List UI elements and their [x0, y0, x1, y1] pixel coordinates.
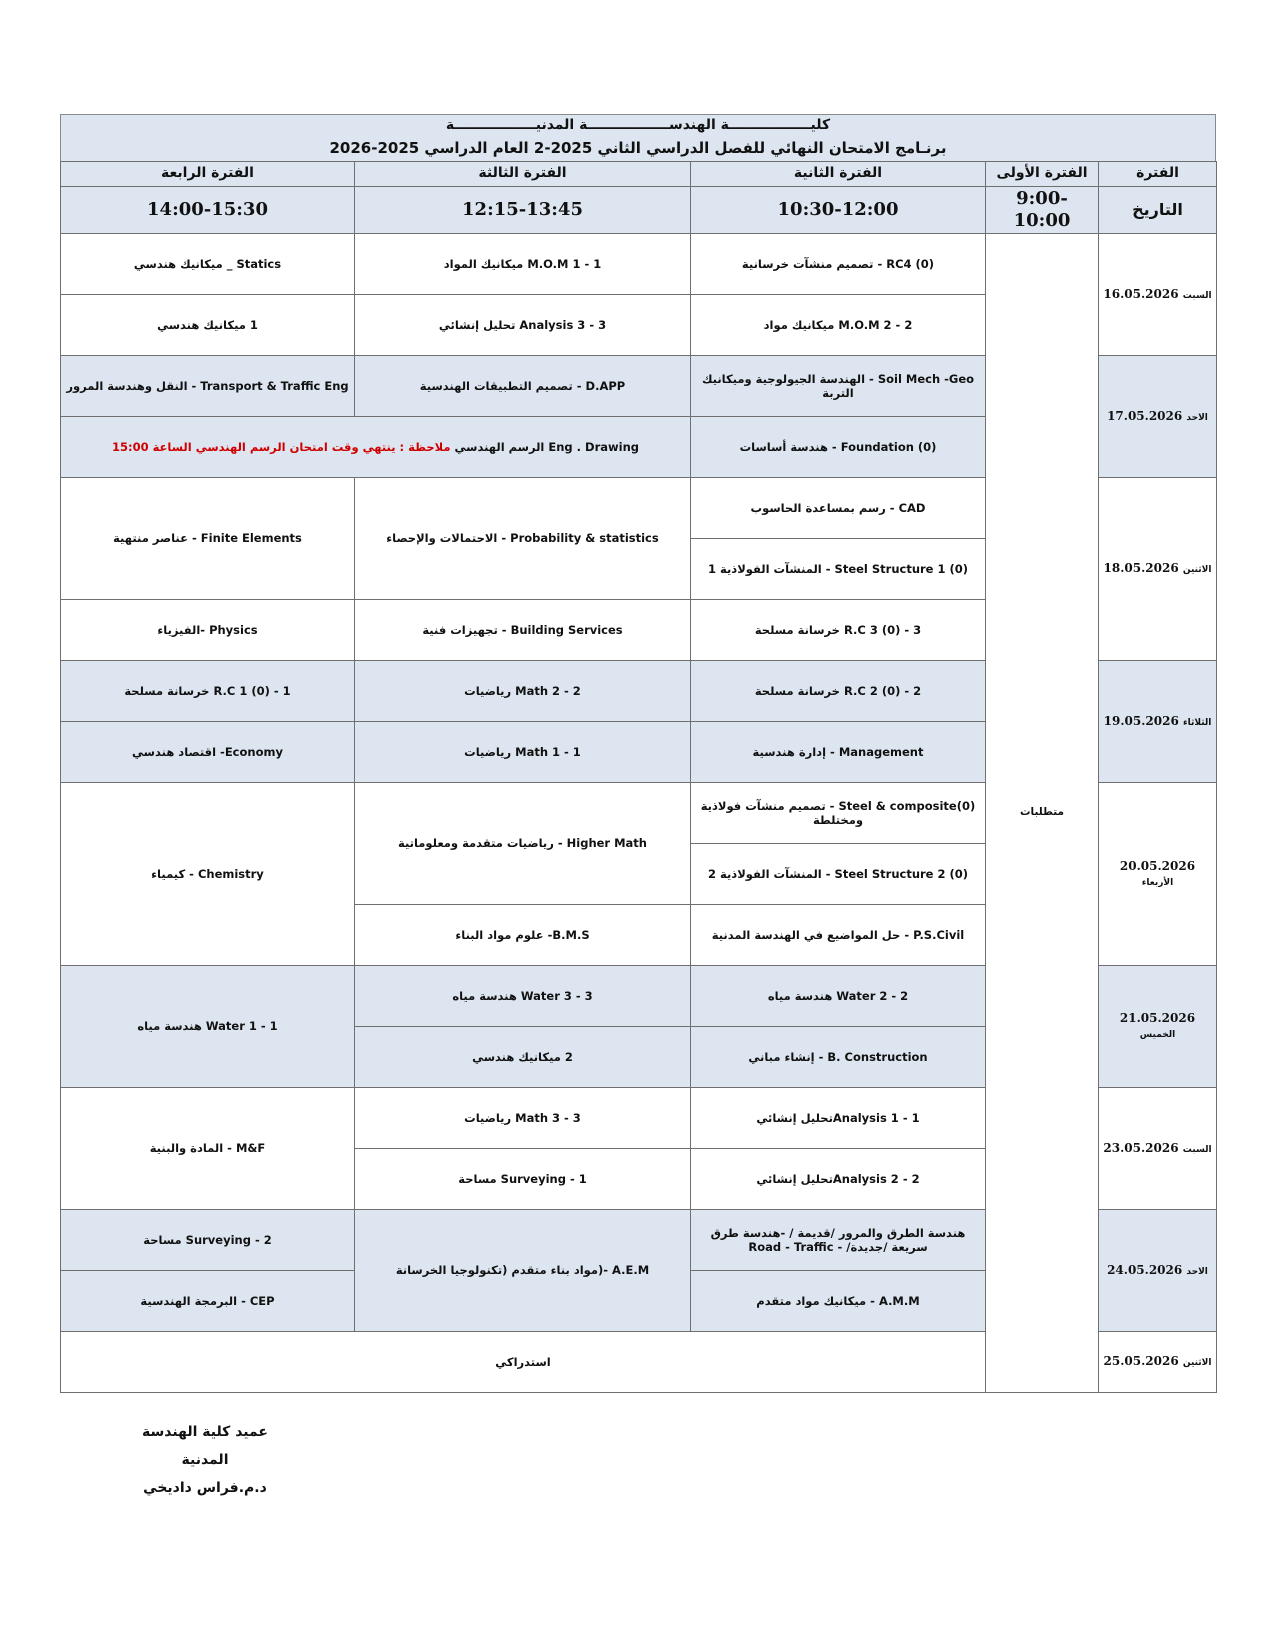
exam-cell: A.M.M - ميكانيك مواد متقدم	[691, 1271, 986, 1332]
date-cell	[1099, 661, 1217, 783]
exam-cell: Math 3 - 3 رياضيات	[355, 1088, 691, 1149]
time-header-row	[61, 187, 1217, 234]
dean-signature	[120, 1418, 290, 1502]
weekday: السبت	[1182, 1144, 1212, 1155]
period-3-header: الفترة الثالثة	[355, 162, 691, 187]
table-row	[61, 234, 1217, 295]
exam-cell: Building Services - تجهيزات فنية	[355, 600, 691, 661]
weekday: الأربعاء	[1141, 877, 1174, 888]
date-cell	[1099, 966, 1217, 1088]
exam-cell: CAD - رسم بمساعدة الحاسوب	[691, 478, 986, 539]
exam-cell: Transport & Traffic Eng - النقل وهندسة المرور	[61, 356, 355, 417]
exam-cell: 1 ميكانيك هندسي	[61, 295, 355, 356]
period-4-header: الفترة الرابعة	[61, 162, 355, 187]
exam-cell: P.S.Civil - حل المواضيع في الهندسة المدنية	[691, 905, 986, 966]
exam-cell: Analysis 3 - 3 تحليل إنشائي	[355, 295, 691, 356]
exam-cell: M&F - المادة والبنية	[61, 1088, 355, 1210]
exam-cell: Water 3 - 3 هندسة مياه	[355, 966, 691, 1027]
date-value: 17.05.2026	[1107, 408, 1183, 423]
exam-cell: R.C 2 (0) - 2 خرسانة مسلحة	[691, 661, 986, 722]
exam-cell: Higher Math - رياضيات متقدمة ومعلوماتية	[355, 783, 691, 905]
exam-cell: Math 2 - 2 رياضيات	[355, 661, 691, 722]
exam-cell: Probability & statistics - الاحتمالات والإحصاء	[355, 478, 691, 600]
date-value: 18.05.2026	[1103, 561, 1179, 576]
date-cell	[1099, 1088, 1217, 1210]
exam-cell: A.E.M -(مواد بناء متقدم (تكنولوجيا الخرسانة	[355, 1210, 691, 1332]
period-1-header: الفترة الأولى	[986, 162, 1099, 187]
program-title: برنـامج الامتحان النهائي للفصل الدراسي الثاني 2025-2 العام الدراسي 2025-2026	[329, 139, 947, 157]
dean-name: د.م.فراس داديخي	[143, 1480, 267, 1496]
exam-cell: Surveying - 1 مساحة	[355, 1149, 691, 1210]
exam-cell: Steel Structure 1 (0) - المنشآت الفولاذية 1	[691, 539, 986, 600]
exam-cell: Foundation (0) - هندسة أساسات	[691, 417, 986, 478]
exam-cell: M.O.M 2 - 2 ميكانيك مواد	[691, 295, 986, 356]
schedule-header	[60, 114, 1216, 161]
period-label-header: الفترة	[1099, 162, 1217, 187]
exam-note: ملاحظة : ينتهي وقت امتحان الرسم الهندسي الساعة 15:00	[111, 439, 451, 454]
period-2-header: الفترة الثانية	[691, 162, 986, 187]
requirements-cell: متطلبات	[986, 234, 1099, 1393]
exam-cell: D.APP - تصميم التطبيقات الهندسية	[355, 356, 691, 417]
weekday: الاحد	[1186, 412, 1208, 423]
exam-cell-drawing	[61, 417, 691, 478]
college-title: كليـــــــــــــــــة الهندســـــــــــــــــة المدنيـــــــــــــــــة	[445, 117, 831, 133]
exam-cell: Steel Structure 2 (0) - المنشآت الفولاذية 2	[691, 844, 986, 905]
date-cell	[1099, 234, 1217, 356]
period-header-row	[61, 162, 1217, 187]
exam-cell: M.O.M 1 - 1 ميكانيك المواد	[355, 234, 691, 295]
exam-cell: B.M.S- علوم مواد البناء	[355, 905, 691, 966]
exam-cell: (0)Steel & composite - تصميم منشآت فولاذية ومختلطة	[691, 783, 986, 844]
date-value: 25.05.2026	[1103, 1354, 1179, 1369]
exam-cell: Water 1 - 1 هندسة مياه	[61, 966, 355, 1088]
exam-cell: Surveying - 2 مساحة	[61, 1210, 355, 1271]
time-period-4: 14:00-15:30	[61, 187, 355, 234]
date-value: 21.05.2026	[1119, 1011, 1196, 1026]
exam-cell: R.C 3 (0) - 3 خرسانة مسلحة	[691, 600, 986, 661]
date-value: 24.05.2026	[1107, 1262, 1183, 1277]
exam-cell: B. Construction - إنشاء مباني	[691, 1027, 986, 1088]
exam-text: Eng . Drawing الرسم الهندسي	[454, 439, 640, 454]
date-value: 23.05.2026	[1103, 1140, 1179, 1155]
date-cell	[1099, 783, 1217, 966]
exam-cell: Analysis 1 - 1تحليل إنشائي	[691, 1088, 986, 1149]
exam-cell: Water 2 - 2 هندسة مياه	[691, 966, 986, 1027]
exam-cell: Statics _ ميكانيك هندسي	[61, 234, 355, 295]
weekday: الثلاثاء	[1183, 717, 1212, 728]
date-label-header: التاريخ	[1099, 187, 1217, 234]
dean-title: عميد كلية الهندسة المدنية	[142, 1424, 268, 1468]
exam-cell: Analysis 2 - 2تحليل إنشائي	[691, 1149, 986, 1210]
exam-cell: Finite Elements - عناصر منتهية	[61, 478, 355, 600]
exam-cell: CEP - البرمجة الهندسية	[61, 1271, 355, 1332]
exam-cell: RC4 (0) - تصميم منشآت خرسانية	[691, 234, 986, 295]
date-value: 20.05.2026	[1119, 858, 1196, 873]
exam-cell: هندسة الطرق والمرور /قديمة / -هندسة طرق سريعة /جديدة/ - Road - Traffic	[691, 1210, 986, 1271]
exam-cell: Economy- اقتصاد هندسي	[61, 722, 355, 783]
exam-cell: Math 1 - 1 رياضيات	[355, 722, 691, 783]
exam-cell: Physics -الفيزياء	[61, 600, 355, 661]
exam-cell: Management - إدارة هندسية	[691, 722, 986, 783]
time-period-1: 9:00-10:00	[986, 187, 1099, 234]
weekday: الاثنين	[1182, 565, 1212, 576]
exam-cell: Soil Mech -Geo - الهندسة الجيولوجية وميكانيك التربة	[691, 356, 986, 417]
exam-cell: Chemistry - كيمياء	[61, 783, 355, 966]
weekday: الاحد	[1186, 1266, 1208, 1277]
date-value: 16.05.2026	[1103, 286, 1179, 301]
exam-cell: R.C 1 (0) - 1 خرسانة مسلحة	[61, 661, 355, 722]
date-cell	[1099, 478, 1217, 661]
date-cell	[1099, 1210, 1217, 1332]
exam-schedule-sheet	[60, 114, 1216, 1393]
schedule-table	[60, 161, 1217, 1393]
date-cell	[1099, 356, 1217, 478]
time-period-2: 10:30-12:00	[691, 187, 986, 234]
exam-cell-makeup: استدراكي	[61, 1332, 986, 1393]
weekday: السبت	[1182, 290, 1212, 301]
date-value: 19.05.2026	[1103, 713, 1179, 728]
exam-cell: 2 ميكانيك هندسي	[355, 1027, 691, 1088]
time-period-3: 12:15-13:45	[355, 187, 691, 234]
date-cell	[1099, 1332, 1217, 1393]
weekday: الخميس	[1139, 1030, 1176, 1041]
weekday: الاثنين	[1182, 1358, 1212, 1369]
